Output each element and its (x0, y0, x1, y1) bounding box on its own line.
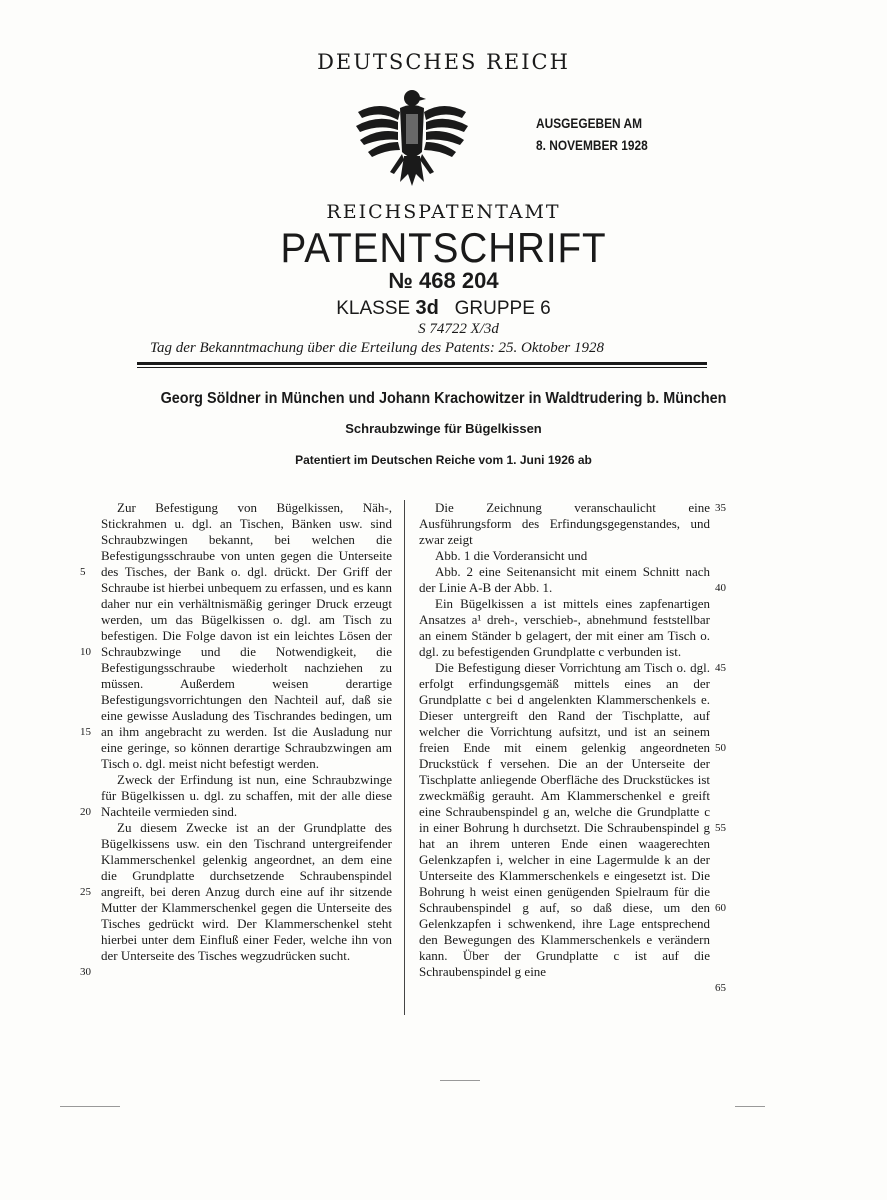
column-divider (404, 500, 405, 1015)
country-heading: DEUTSCHES REICH (317, 50, 570, 74)
paragraph: Zweck der Erfindung ist nun, eine Schraubzwinge für Bügelkissen u. dgl. zu schaffen, mit der alle diese Nachteile vermieden sind. (101, 772, 392, 819)
scan-mark (735, 1106, 765, 1107)
document-title: PATENTSCHRIFT (280, 224, 607, 271)
reichsadler-eagle-icon (350, 82, 474, 196)
paragraph: Abb. 1 die Vorderansicht und (435, 548, 588, 563)
line-number: 40 (715, 582, 726, 594)
header-rule-thin (137, 367, 707, 368)
paragraph: Abb. 2 eine Seitenansicht mit einem Schnitt nach der Linie A-B der Abb. 1. (419, 564, 710, 595)
issued-label: AUSGEGEBEN AM (536, 115, 643, 131)
patented-date: Patentiert im Deutschen Reiche vom 1. Juni 1926 ab (295, 453, 592, 467)
inventors: Georg Söldner in München und Johann Krachowitzer in Waldtrudering b. München (160, 390, 727, 407)
paragraph: Die Befestigung dieser Vorrichtung am Tisch o. dgl. erfolgt erfindungsgemäß mittels eines an der Grundplatte c bei d angelenkten Klammerschenkels e. Dieser untergreift den Rand der Tischplatte, auf welcher die Vorrichtung aufsitzt, und ist an seinem freien Ende mit einem gelenkig angeordneten Druckstück f versehen. Die an der Unterseite der Tischplatte anliegende Oberfläche des Druckstückes ist zweckmäßig gerauht. Am Klammerschenkel e greift eine Schraubenspindel g an, welche die Grundplatte c in einer Bohrung h durchsetzt. Die Schraubenspindel g hat an ihrem unteren Ende einen waagerechten Gelenkzapfen i, welcher in eine Lagermulde k an der Unterseite des Klammerschenkels e eingesetzt ist. Die Bohrung h weist einen genügenden Spielraum für die Schraubenspindel g auf, so daß diese, um den Gelenkzapfen i schwenkend, ihre Lage entsprechend den Bewegungen des Klammerschenkels e verändern kann. Über der Grundplatte c ist auf die Schraubenspindel g eine (419, 660, 710, 979)
line-number: 25 (80, 886, 91, 898)
line-number: 35 (715, 502, 726, 514)
line-number: 30 (80, 966, 91, 978)
body-column-left (101, 500, 392, 964)
line-number: 50 (715, 742, 726, 754)
line-number: 65 (715, 982, 726, 994)
paragraph: Zur Befestigung von Bügelkissen, Näh-, Stickrahmen u. dgl. an Tischen, Bänken usw. sind Schraubzwingen bekannt, bei welchen die Befestigungsschraube von unten gegen die Unterseite des Tisches, der Bank o. dgl. drückt. Der Griff der Schraube ist hierbei unbequem zu erfassen, und es kann daher nur ein verhältnismäßig geringer Druck erzeugt werden, um das Bügelkissen o. dgl. am Tisch zu befestigen. Die Folge davon ist ein leichtes Lösen der Schraubzwinge und die Notwendigkeit, die Befestigungsschraube wiederholt nachziehen zu müssen. Außerdem weisen derartige Befestigungsvorrichtungen den Nachteil auf, daß sie eine gewisse Ausladung des Tischrandes bedingen, um an ihm angebracht zu werden. Ist die Ausladung nur eine geringe, so können derartige Schraubzwingen am Tisch o. dgl. meist nicht befestigt werden. (101, 500, 392, 771)
paragraph: Ein Bügelkissen a ist mittels eines zapfenartigen Ansatzes a¹ dreh-, verschieb-, abnehmund feststellbar an einem Ständer b gelagert, der mit einer am Tisch o. dgl. zu befestigenden Grundplatte c verbunden ist. (419, 596, 710, 659)
file-reference: S 74722 X/3d (418, 321, 499, 337)
line-number: 60 (715, 902, 726, 914)
classification (0, 297, 887, 320)
issued-date: 8. NOVEMBER 1928 (536, 137, 648, 153)
line-number: 5 (80, 566, 86, 578)
paragraph: Zu diesem Zwecke ist an der Grundplatte des Bügelkissens usw. ein den Tischrand untergreifender Klammerschenkel gelenkig angeordnet, an dem eine die Grundplatte durchsetzende Schraubenspindel angreift, bei deren Anzug durch eine auf ihr sitzende Mutter der Klammerschenkel gegen die Unterseite des Tisches gedrückt wird. Der Klammerschenkel steht hierbei unter dem Einfluß einer Feder, welche ihn von der Unterseite des Tisches wegzudrücken sucht. (101, 820, 392, 963)
klasse-label: KLASSE (336, 298, 411, 319)
patent-subject: Schraubzwinge für Bügelkissen (345, 421, 542, 436)
line-number: 10 (80, 646, 91, 658)
announcement-date: Tag der Bekanntmachung über die Erteilung des Patents: 25. Oktober 1928 (150, 340, 604, 356)
issue-date-block (536, 112, 648, 156)
office-heading: REICHSPATENTAMT (326, 201, 561, 223)
klasse-value: 3d (415, 297, 439, 319)
header-rule-thick (137, 362, 707, 365)
line-number: 55 (715, 822, 726, 834)
patent-number: № 468 204 (388, 268, 499, 293)
scan-mark (60, 1106, 120, 1107)
gruppe-label: GRUPPE (454, 298, 535, 319)
line-number: 20 (80, 806, 91, 818)
scan-mark (440, 1080, 480, 1081)
gruppe-value: 6 (540, 298, 551, 319)
line-number: 15 (80, 726, 91, 738)
body-column-right (419, 500, 710, 980)
paragraph: Die Zeichnung veranschaulicht eine Ausführungsform des Erfindungsgegenstandes, und zwar zeigt (419, 500, 710, 547)
line-number: 45 (715, 662, 726, 674)
